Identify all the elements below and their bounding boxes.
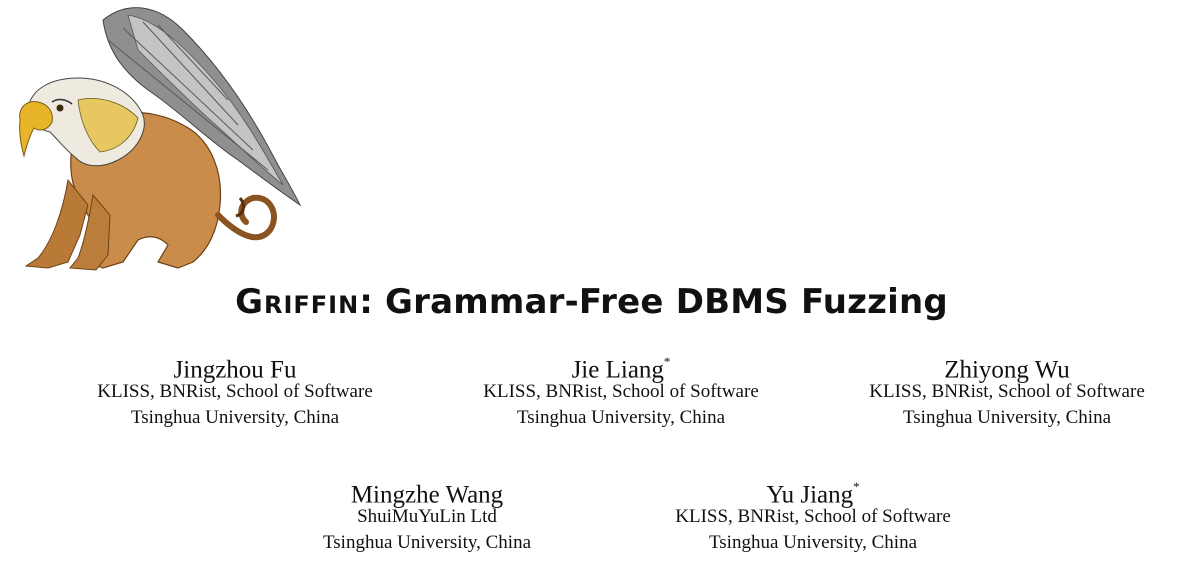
affiliation-line: KLISS, BNRist, School of Software: [97, 381, 373, 402]
paper-title: [0, 282, 1183, 322]
affiliation-line: Tsinghua University, China: [517, 407, 725, 428]
title-rest: : Grammar-Free DBMS Fuzzing: [359, 282, 948, 322]
affiliation-line: Tsinghua University, China: [903, 407, 1111, 428]
author-name: Yu Jiang*: [766, 479, 860, 509]
affiliation-line: ShuiMuYuLin Ltd: [357, 506, 497, 527]
affiliation-line: Tsinghua University, China: [131, 407, 339, 428]
affiliation-line: KLISS, BNRist, School of Software: [869, 381, 1145, 402]
affiliation-line: Tsinghua University, China: [323, 532, 531, 553]
system-name: Griffin: [235, 282, 360, 322]
author-block: [55, 349, 415, 431]
author-name: Jingzhou Fu: [173, 356, 297, 384]
author-block: [247, 474, 607, 556]
corresponding-mark: *: [663, 354, 671, 369]
griffin-logo-icon: [8, 0, 304, 276]
affiliation-line: KLISS, BNRist, School of Software: [675, 506, 951, 527]
affiliation-line: KLISS, BNRist, School of Software: [483, 381, 759, 402]
author-name: Mingzhe Wang: [350, 481, 504, 509]
author-name: Zhiyong Wu: [944, 356, 1070, 384]
corresponding-mark: *: [853, 479, 860, 494]
author-block: [441, 349, 801, 431]
author-block: [827, 349, 1183, 431]
author-name: Jie Liang*: [571, 354, 671, 384]
author-block: [633, 474, 993, 556]
affiliation-line: Tsinghua University, China: [709, 532, 917, 553]
